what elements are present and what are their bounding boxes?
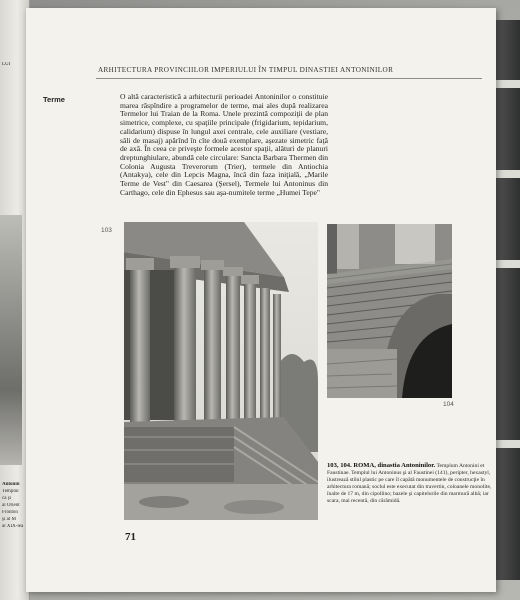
figure-caption	[327, 462, 495, 505]
header-rule	[96, 78, 482, 79]
stairs-photo	[327, 224, 452, 398]
prev-page-fragment: Templul	[2, 489, 19, 494]
prev-page-fragment: al Orient	[2, 503, 20, 508]
temple-photo	[124, 222, 318, 520]
caption-body: Templum Antonini et Faustinae. Templul lui Antoninus şi al Faustinei (141), peripter, hexastyl, ilustrează stilul plastic pe care îl capătă monumentele de construcţie în arhitectura romană; soclul este executat din travertin, coloanele monolite, înalte de 17 m, din cipollino; bazele şi capitelurile din marmură albă; iar scara, mai recentă, din cărămidă.	[327, 463, 492, 504]
prev-page-fragment: şi al M	[2, 517, 16, 522]
figure-number-104: 104	[443, 401, 454, 408]
page-number: 71	[125, 531, 136, 543]
figure-number-103: 103	[101, 227, 112, 234]
prev-page-fragment: ca şi	[2, 496, 12, 501]
running-head: ARHITECTURA PROVINCIILOR IMPERIULUI ÎN TIMPUL DINASTIEI ANTONINILOR	[98, 66, 394, 74]
section-label: Terme	[43, 95, 65, 104]
prev-page-fragment: Antonin	[2, 482, 20, 487]
prev-page-photo	[0, 215, 22, 465]
body-paragraph: O altă caracteristică a arhitecturii perioadei Antoninilor o constituie marea răspîndire a programelor de terme, mai ales după realizarea Termelor lui Traian de la Roma. Unele prezintă compoziţii de plan simetrice, complexe, cu spaţiile principale (frigidarium, tepidarium, calidarium) dispuse în lungul axei centrale, cele auxiliare (vestiare, săli de masaj) apărînd în cîte două exemplare, aşezate simetric faţă de axă. În ceea ce priveşte formele acestor spaţii, alături de planuri dreptunghiulare, abundă cele circulare: Sancta Barbara Thermen din Colonia Augusta Treverorum (Trier), termele din Antiochia (Antakya), cele din Lepcis Magna, încă din faza iniţială, „Marile Terme de Vest" din Caesarea (Şersel), Termele lui Antoninus din Carthago, cele din Ephesus sau aşa-numitele terme „Humei Tepe"	[120, 92, 328, 197]
caption-title: 103, 104. ROMA, dinastia Antoninilor.	[327, 462, 436, 469]
body-text	[120, 93, 328, 197]
prev-page-fragment: LUI	[2, 62, 11, 67]
prev-page-fragment: al XIX-lea	[2, 524, 24, 529]
prev-page-fragment: Fronton	[2, 510, 18, 515]
